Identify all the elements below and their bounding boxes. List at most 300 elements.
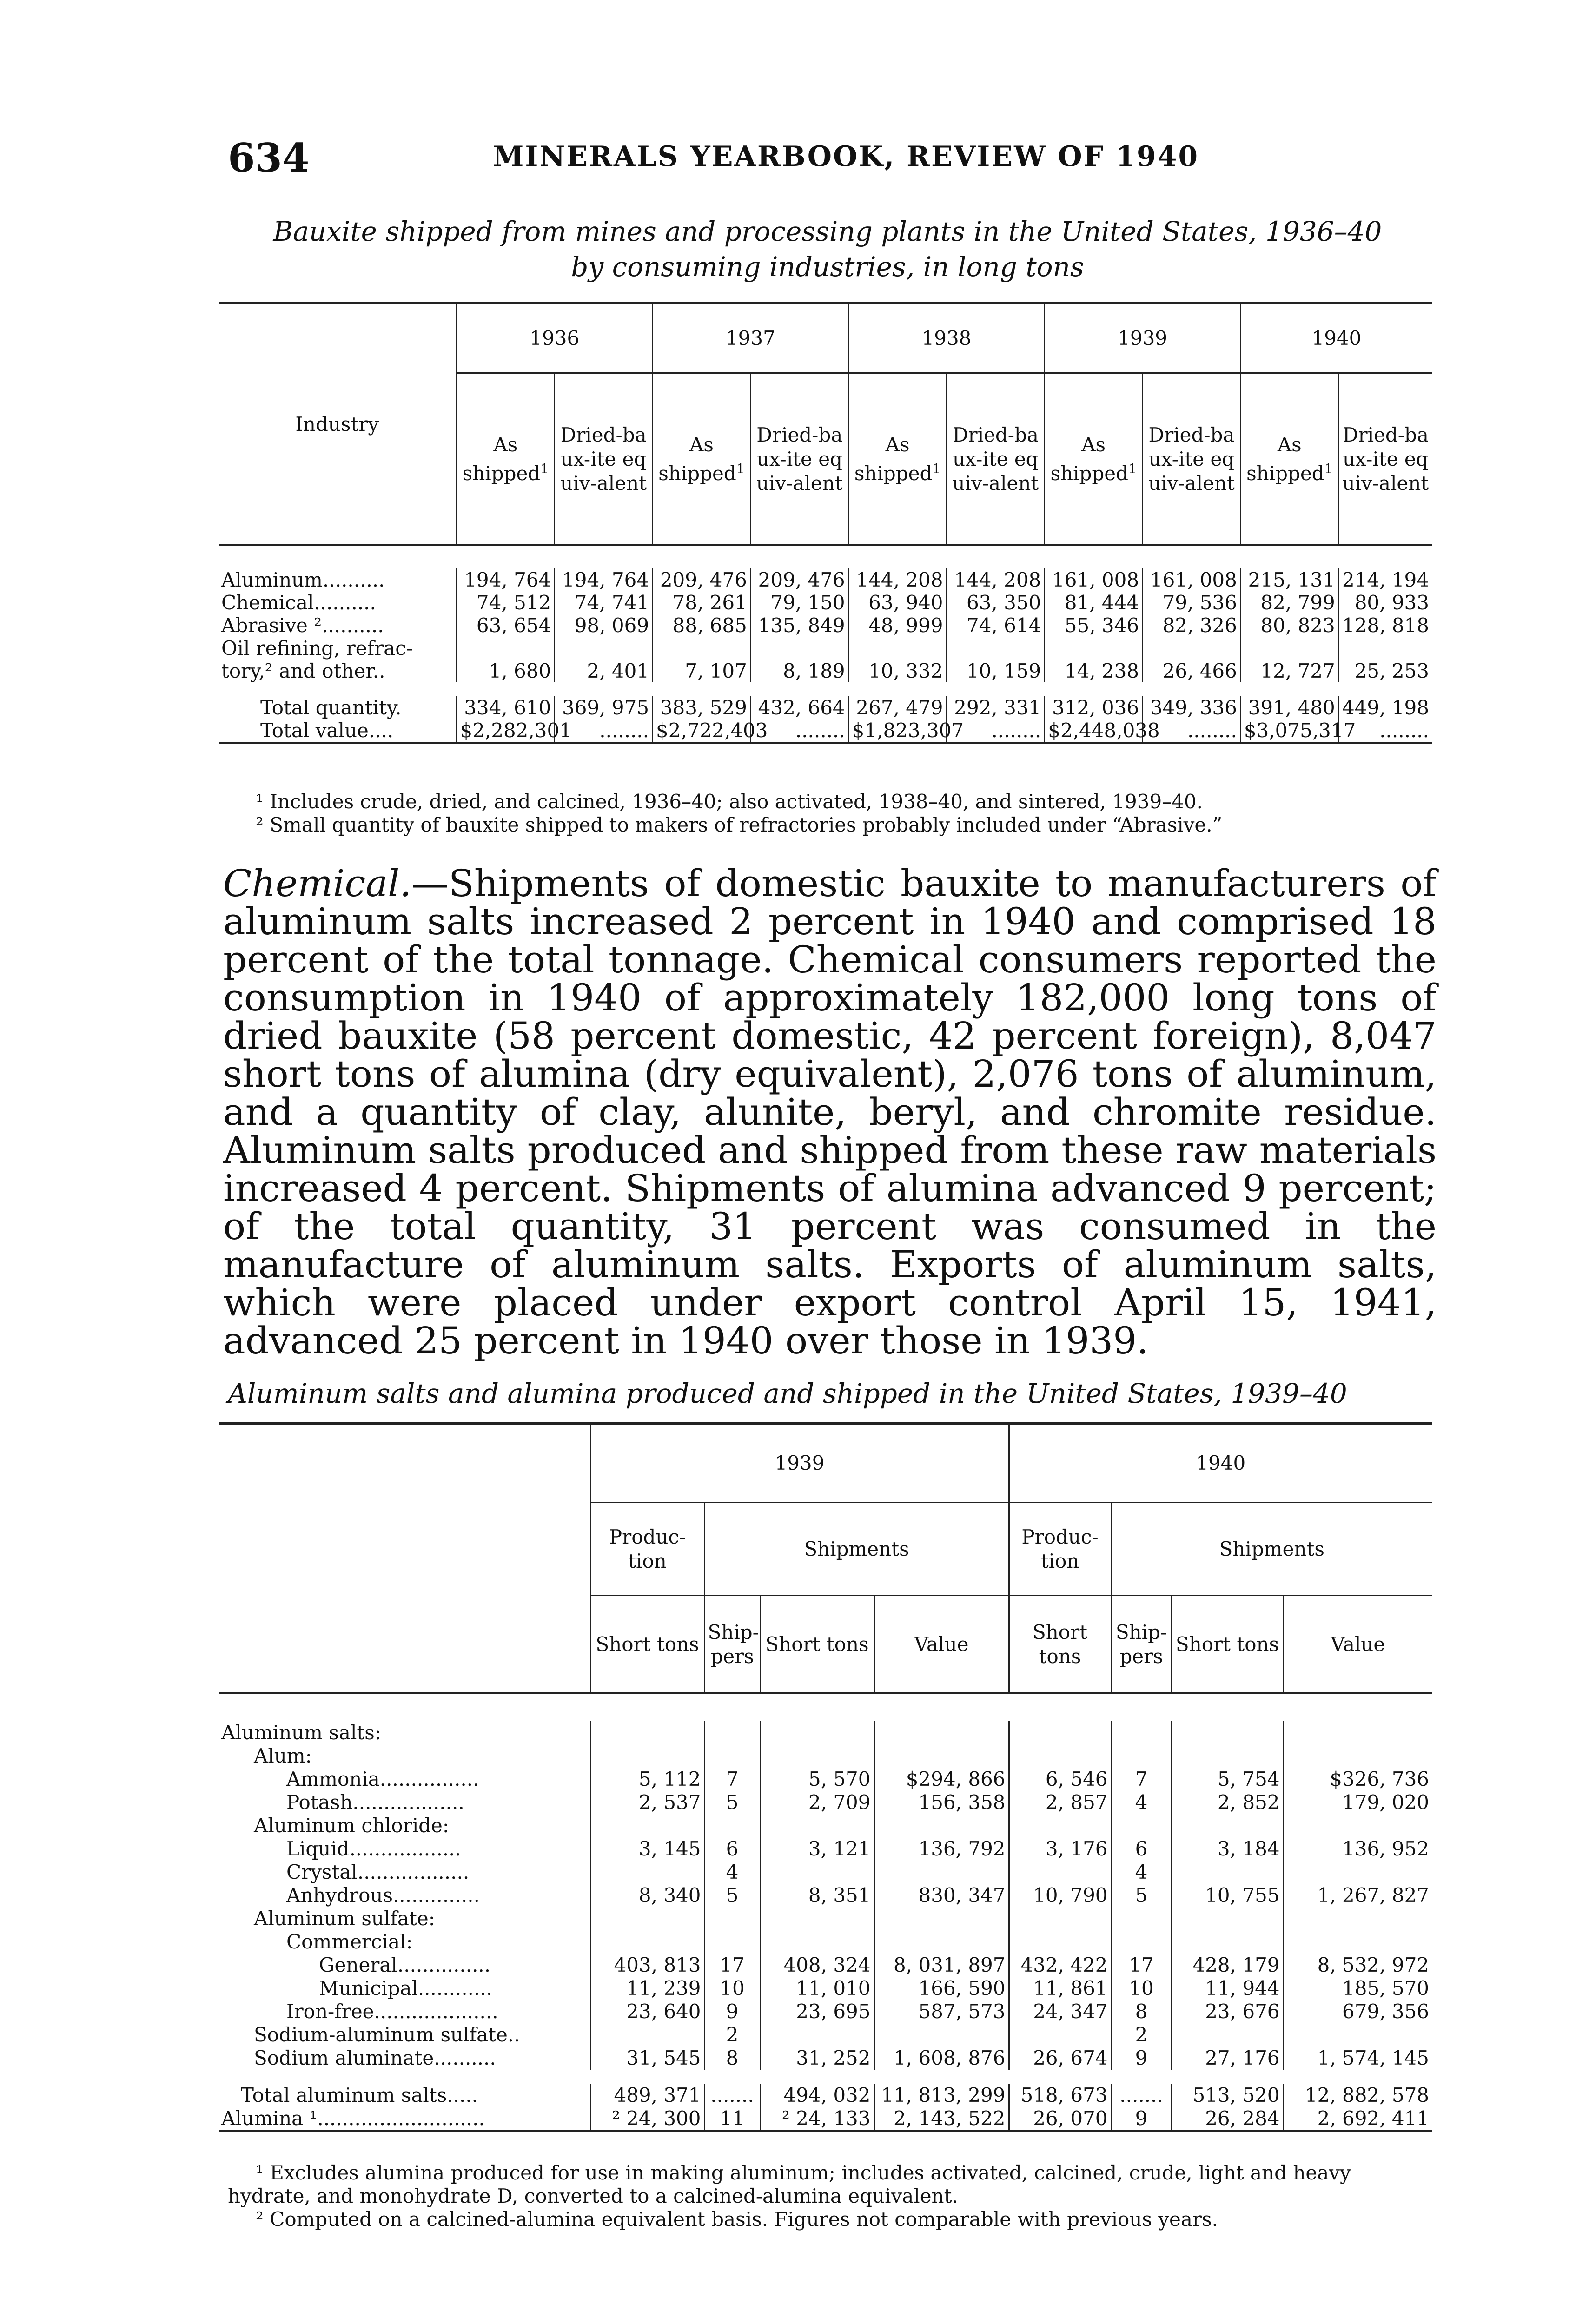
table-cell: 6, 546 — [1009, 1768, 1111, 1791]
table-cell: 1, 680 — [457, 660, 555, 682]
table-cell — [1111, 1744, 1172, 1768]
row-label — [219, 2023, 590, 2047]
chemical-paragraph — [223, 862, 1437, 1362]
table1-caption-line2: by consuming industries, in long tons — [571, 251, 1084, 283]
table-row — [219, 2107, 1432, 2131]
shipments-header: Shipments — [704, 1503, 1009, 1596]
table-row — [219, 2047, 1432, 2070]
table-cell: 403, 813 — [590, 1954, 704, 1977]
table-cell: $2,448,038 — [1045, 719, 1143, 743]
table-cell: $294, 866 — [874, 1768, 1009, 1791]
table-cell: 2 — [1111, 2023, 1172, 2047]
row-label — [219, 1814, 590, 1837]
table-cell: 194, 764 — [457, 568, 555, 591]
shippers-header: Ship-pers — [1111, 1596, 1172, 1693]
table-cell: 156, 358 — [874, 1791, 1009, 1814]
page-number: 634 — [228, 135, 310, 181]
table-cell — [848, 637, 947, 660]
table-cell — [1172, 1814, 1283, 1837]
table-row — [219, 1744, 1432, 1768]
table-row — [219, 2000, 1432, 2023]
table-cell: 144, 208 — [947, 568, 1045, 591]
table-cell: 11, 944 — [1172, 1977, 1283, 2000]
table-cell — [1111, 1721, 1172, 1744]
table-cell: 2, 692, 411 — [1283, 2107, 1432, 2131]
spacer-row — [219, 743, 1432, 752]
year-header: 1940 — [1240, 304, 1432, 373]
dried-equivalent-header: Dried-baux-ite equiv-alent — [947, 373, 1045, 545]
row-label-text: Sodium aluminate — [254, 2047, 434, 2069]
leader-dots: .................... — [374, 2000, 498, 2023]
table-cell: 63, 350 — [947, 591, 1045, 614]
table2-footnote-1: ¹ Excludes alumina produced for use in making aluminum; includes activated, calcined, crude, light and heavy hydrate, and monohydrate D, converted to a calcined-alumina equivalent. — [228, 2161, 1351, 2207]
table-cell: 432, 422 — [1009, 1954, 1111, 1977]
row-label-text: Total aluminum salts — [241, 2084, 447, 2106]
table-cell — [704, 1930, 760, 1954]
table-row — [219, 696, 1432, 719]
table-cell: 6 — [704, 1837, 760, 1861]
table-cell: 4 — [1111, 1861, 1172, 1884]
table-cell: $3,075,317 — [1240, 719, 1338, 743]
table-cell: 9 — [1111, 2107, 1172, 2131]
table-cell: 2, 401 — [555, 660, 653, 682]
table-cell: 10, 755 — [1172, 1884, 1283, 1907]
table-cell: 23, 695 — [760, 2000, 874, 2023]
table-cell — [555, 637, 653, 660]
row-label — [219, 1837, 590, 1861]
year-header: 1938 — [848, 304, 1045, 373]
row-label-text: Aluminum salts: — [221, 1721, 381, 1744]
table-cell: 26, 284 — [1172, 2107, 1283, 2131]
footnote-marker: 1 — [1324, 461, 1333, 476]
table-cell — [1283, 1744, 1432, 1768]
leader-dots: ............ — [417, 1977, 493, 2000]
table-cell — [1283, 2023, 1432, 2047]
table-cell: 55, 346 — [1045, 614, 1143, 637]
table-cell: 2, 852 — [1172, 1791, 1283, 1814]
short-tons-header: Short tons — [590, 1596, 704, 1693]
page-header — [228, 135, 1437, 186]
as-shipped-header — [848, 373, 947, 545]
table-cell: 8, 340 — [590, 1884, 704, 1907]
row-label-text: Chemical — [221, 591, 314, 614]
row-label-text: Commercial: — [286, 1930, 413, 1953]
table-cell — [704, 1814, 760, 1837]
table-cell: 80, 823 — [1240, 614, 1338, 637]
table-cell: 17 — [1111, 1954, 1172, 1977]
table-row — [219, 637, 1432, 660]
table-cell: 8, 351 — [760, 1884, 874, 1907]
table-cell: 3, 121 — [760, 1837, 874, 1861]
footnote-marker: 1 — [932, 461, 941, 476]
table-row — [219, 1768, 1432, 1791]
table-cell: 5, 570 — [760, 1768, 874, 1791]
table-cell — [760, 2023, 874, 2047]
table-cell: 5 — [704, 1791, 760, 1814]
table-cell: 2, 537 — [590, 1791, 704, 1814]
table-cell: 7 — [1111, 1768, 1172, 1791]
row-label — [219, 1721, 590, 1744]
table-cell — [1009, 1814, 1111, 1837]
row-label — [219, 2047, 590, 2070]
table-cell: 25, 253 — [1338, 660, 1432, 682]
table-cell: 8, 532, 972 — [1283, 1954, 1432, 1977]
table-cell: 88, 685 — [653, 614, 751, 637]
table-cell — [704, 1744, 760, 1768]
table-row — [219, 1814, 1432, 1837]
row-label-text: Iron-free — [286, 2000, 374, 2023]
table-cell — [874, 1721, 1009, 1744]
table-cell — [590, 1744, 704, 1768]
table-cell — [874, 1861, 1009, 1884]
spacer-row — [219, 1693, 1432, 1721]
table-cell: 144, 208 — [848, 568, 947, 591]
table-cell — [1283, 1814, 1432, 1837]
leader-dots: .. — [372, 659, 385, 682]
table-row — [219, 1861, 1432, 1884]
table-cell: 3, 176 — [1009, 1837, 1111, 1861]
table-cell: 830, 347 — [874, 1884, 1009, 1907]
table-cell — [590, 1814, 704, 1837]
table-cell: 513, 520 — [1172, 2084, 1283, 2107]
row-label-text: Aluminum — [221, 568, 323, 591]
leader-dots: ..... — [447, 2084, 478, 2106]
table-cell — [1172, 1861, 1283, 1884]
table-cell: 79, 536 — [1143, 591, 1241, 614]
leader-dots: .............. — [393, 1884, 480, 1907]
table-cell — [1009, 1744, 1111, 1768]
table-row — [219, 1884, 1432, 1907]
table-cell: 194, 764 — [555, 568, 653, 591]
table-cell — [1111, 1930, 1172, 1954]
row-label-text: Total quantity — [260, 696, 396, 719]
as-shipped-header — [653, 373, 751, 545]
table-cell — [1283, 1930, 1432, 1954]
table-row — [219, 2023, 1432, 2047]
table-cell: 3, 184 — [1172, 1837, 1283, 1861]
table-cell: 214, 194 — [1338, 568, 1432, 591]
table-cell: 10, 159 — [947, 660, 1045, 682]
table2-caption: Aluminum salts and alumina produced and shipped in the United States, 1939–40 — [228, 1378, 1347, 1409]
table-cell: 135, 849 — [750, 614, 848, 637]
table-row — [219, 719, 1432, 743]
table-cell: ........ — [750, 719, 848, 743]
as-shipped-label: As shipped — [1050, 433, 1129, 485]
as-shipped-label: As shipped — [1246, 433, 1324, 485]
industry-header: Industry — [219, 304, 457, 545]
table-row — [219, 660, 1432, 682]
table-cell: 23, 676 — [1172, 2000, 1283, 2023]
table-cell: 82, 326 — [1143, 614, 1241, 637]
spacer-row — [219, 682, 1432, 696]
leader-dots: .......... — [434, 2047, 496, 2069]
table-cell: 48, 999 — [848, 614, 947, 637]
table-cell — [874, 1744, 1009, 1768]
table-cell — [1111, 1907, 1172, 1930]
table-cell: 1, 608, 876 — [874, 2047, 1009, 2070]
as-shipped-label: As shipped — [462, 433, 541, 485]
table-cell — [874, 2023, 1009, 2047]
table-cell: 5, 112 — [590, 1768, 704, 1791]
table-cell — [1009, 2023, 1111, 2047]
as-shipped-header — [1240, 373, 1338, 545]
dried-equivalent-header: Dried-baux-ite equiv-alent — [1338, 373, 1432, 545]
short-tons-header: Short tons — [1172, 1596, 1283, 1693]
table-cell: 98, 069 — [555, 614, 653, 637]
table-cell — [653, 637, 751, 660]
table-cell — [590, 1930, 704, 1954]
table-cell: 428, 179 — [1172, 1954, 1283, 1977]
row-label — [219, 1791, 590, 1814]
table-cell: 349, 336 — [1143, 696, 1241, 719]
table-cell — [1240, 637, 1338, 660]
as-shipped-header — [457, 373, 555, 545]
year-header: 1939 — [1045, 304, 1241, 373]
table-row — [219, 1837, 1432, 1861]
as-shipped-label: As shipped — [658, 433, 736, 485]
row-label-text: Alum: — [254, 1744, 312, 1767]
table-cell: 408, 324 — [760, 1954, 874, 1977]
table-cell: ² 24, 133 — [760, 2107, 874, 2131]
table-cell — [590, 1907, 704, 1930]
row-label — [219, 2084, 590, 2107]
table-cell: 8, 189 — [750, 660, 848, 682]
table-cell: $2,282,301 — [457, 719, 555, 743]
table-cell: 449, 198 — [1338, 696, 1432, 719]
table1-footnote-1: ¹ Includes crude, dried, and calcined, 1936–40; also activated, 1938–40, and sintered, 1939–40. — [256, 790, 1203, 813]
short-tons-header: Short tons — [760, 1596, 874, 1693]
row-label — [219, 1744, 590, 1768]
row-label — [219, 2000, 590, 2023]
table-row — [219, 1930, 1432, 1954]
leader-dots: ................ — [379, 1768, 479, 1790]
table-cell: 9 — [1111, 2047, 1172, 2070]
table-cell: 166, 590 — [874, 1977, 1009, 2000]
year-header: 1939 — [590, 1424, 1009, 1503]
table1-caption — [219, 214, 1437, 284]
table-cell: ........ — [1143, 719, 1241, 743]
table-cell: 26, 466 — [1143, 660, 1241, 682]
table-cell: 587, 573 — [874, 2000, 1009, 2023]
table-cell: 8, 031, 897 — [874, 1954, 1009, 1977]
table-cell: 3, 145 — [590, 1837, 704, 1861]
table-cell: 5, 754 — [1172, 1768, 1283, 1791]
stub-header — [219, 1424, 590, 1693]
table-cell: ....... — [1111, 2084, 1172, 2107]
row-label-text: Ammonia — [286, 1768, 380, 1790]
row-label — [219, 1977, 590, 2000]
row-label — [219, 1884, 590, 1907]
table-cell — [1009, 1930, 1111, 1954]
table-cell — [1172, 1744, 1283, 1768]
table-cell: 161, 008 — [1045, 568, 1143, 591]
table-cell: 74, 512 — [457, 591, 555, 614]
table-cell: 10 — [1111, 1977, 1172, 2000]
table-cell: 518, 673 — [1009, 2084, 1111, 2107]
table-cell: ........ — [555, 719, 653, 743]
table-cell — [1045, 637, 1143, 660]
table-cell — [760, 1814, 874, 1837]
table-cell: $326, 736 — [1283, 1768, 1432, 1791]
row-label — [219, 1861, 590, 1884]
as-shipped-header — [1045, 373, 1143, 545]
table-cell — [760, 1907, 874, 1930]
year-header: 1940 — [1009, 1424, 1432, 1503]
table-cell: 11, 239 — [590, 1977, 704, 2000]
table-cell: 11, 010 — [760, 1977, 874, 2000]
table-cell — [590, 1861, 704, 1884]
leader-dots: .... — [368, 719, 394, 742]
short-tons-header: Short tons — [1009, 1596, 1111, 1693]
table-cell — [1338, 637, 1432, 660]
paragraph-lead: Chemical. — [223, 862, 412, 905]
table-cell — [750, 637, 848, 660]
table-cell: 185, 570 — [1283, 1977, 1432, 2000]
table-cell: 10, 790 — [1009, 1884, 1111, 1907]
table-cell: 1, 267, 827 — [1283, 1884, 1432, 1907]
table-cell: ........ — [1338, 719, 1432, 743]
row-label-text: Oil refining, refrac- — [221, 636, 413, 660]
row-label — [219, 614, 457, 637]
table-cell: 9 — [704, 2000, 760, 2023]
row-label-text: General — [319, 1954, 397, 1976]
table-cell: 2 — [704, 2023, 760, 2047]
table-cell: 2, 709 — [760, 1791, 874, 1814]
table-cell: 494, 032 — [760, 2084, 874, 2107]
table-cell: 5 — [1111, 1884, 1172, 1907]
leader-dots: .......... — [323, 568, 385, 591]
dried-equivalent-header: Dried-baux-ite equiv-alent — [555, 373, 653, 545]
table-cell: 7, 107 — [653, 660, 751, 682]
row-label — [219, 1930, 590, 1954]
row-label-text: Crystal — [286, 1861, 358, 1883]
row-label-text: Liquid — [286, 1837, 350, 1860]
table-cell — [704, 1907, 760, 1930]
footnote-marker: 1 — [736, 461, 745, 476]
table-cell — [874, 1930, 1009, 1954]
table-cell — [1283, 1907, 1432, 1930]
table-cell: 5 — [704, 1884, 760, 1907]
spacer-row — [219, 545, 1432, 568]
table-cell: 2, 857 — [1009, 1791, 1111, 1814]
table-cell — [1111, 1814, 1172, 1837]
table-cell: $2,722,403 — [653, 719, 751, 743]
table-cell — [590, 1721, 704, 1744]
table-cell: 267, 479 — [848, 696, 947, 719]
table-cell: 292, 331 — [947, 696, 1045, 719]
table-cell — [874, 1907, 1009, 1930]
table-cell: 1, 574, 145 — [1283, 2047, 1432, 2070]
row-label — [219, 2107, 590, 2131]
table-cell: ........ — [947, 719, 1045, 743]
table-cell: 679, 356 — [1283, 2000, 1432, 2023]
value-header: Value — [874, 1596, 1009, 1693]
row-label — [219, 637, 457, 660]
table-cell: 6 — [1111, 1837, 1172, 1861]
row-label — [219, 568, 457, 591]
as-shipped-label: As shipped — [854, 433, 933, 485]
table-cell: 31, 252 — [760, 2047, 874, 2070]
production-header: Produc-tion — [590, 1503, 704, 1596]
table-cell — [457, 637, 555, 660]
table-cell: 128, 818 — [1338, 614, 1432, 637]
shippers-header: Ship-pers — [704, 1596, 760, 1693]
table-cell: ....... — [704, 2084, 760, 2107]
table-cell: 26, 070 — [1009, 2107, 1111, 2131]
table-cell: 383, 529 — [653, 696, 751, 719]
table-cell: 17 — [704, 1954, 760, 1977]
table1-caption-line1: Bauxite shipped from mines and processing plants in the United States, 1936–40 — [273, 216, 1382, 247]
table-cell — [1172, 1721, 1283, 1744]
table-cell: 24, 347 — [1009, 2000, 1111, 2023]
table-cell — [760, 1744, 874, 1768]
table-row — [219, 591, 1432, 614]
table2-footnote-2: ² Computed on a calcined-alumina equivalent basis. Figures not comparable with previous years. — [256, 2208, 1218, 2231]
row-label — [219, 1907, 590, 1930]
table-row — [219, 568, 1432, 591]
table-cell — [1172, 2023, 1283, 2047]
table-cell: 74, 614 — [947, 614, 1045, 637]
table-cell: 27, 176 — [1172, 2047, 1283, 2070]
leader-dots: ........................... — [317, 2106, 485, 2130]
row-label — [219, 696, 457, 719]
table-cell: 334, 610 — [457, 696, 555, 719]
table-cell: 11, 861 — [1009, 1977, 1111, 2000]
running-title: MINERALS YEARBOOK, REVIEW OF 1940 — [493, 140, 1199, 173]
row-label-text: Municipal — [319, 1977, 418, 2000]
dried-equivalent-header: Dried-baux-ite equiv-alent — [1143, 373, 1241, 545]
table-cell — [1009, 1907, 1111, 1930]
table-cell — [1172, 1907, 1283, 1930]
row-label — [219, 591, 457, 614]
table-row — [219, 1977, 1432, 2000]
table-cell — [760, 1721, 874, 1744]
row-label-text: Abrasive ² — [221, 614, 322, 637]
table-cell: 79, 150 — [750, 591, 848, 614]
table-cell: 161, 008 — [1143, 568, 1241, 591]
bauxite-table — [219, 302, 1432, 752]
table-cell: 31, 545 — [590, 2047, 704, 2070]
value-header: Value — [1283, 1596, 1432, 1693]
table-cell — [760, 1861, 874, 1884]
table-cell: 209, 476 — [653, 568, 751, 591]
leader-dots: .......... — [322, 614, 384, 637]
table-cell — [760, 1930, 874, 1954]
row-label — [219, 1768, 590, 1791]
table-cell: 78, 261 — [653, 591, 751, 614]
table-cell: 10 — [704, 1977, 760, 2000]
table-cell: 215, 131 — [1240, 568, 1338, 591]
production-header: Produc-tion — [1009, 1503, 1111, 1596]
table-cell: 63, 940 — [848, 591, 947, 614]
table-cell: 432, 664 — [750, 696, 848, 719]
table-row — [219, 1721, 1432, 1744]
table-cell: 136, 792 — [874, 1837, 1009, 1861]
table-cell: $1,823,307 — [848, 719, 947, 743]
shipments-header: Shipments — [1111, 1503, 1432, 1596]
table-cell: 2, 143, 522 — [874, 2107, 1009, 2131]
aluminum-salts-table — [219, 1422, 1432, 2132]
table-cell: 12, 882, 578 — [1283, 2084, 1432, 2107]
table-cell — [1009, 1721, 1111, 1744]
table-cell: 7 — [704, 1768, 760, 1791]
table-cell — [1283, 1721, 1432, 1744]
table-row — [219, 1954, 1432, 1977]
footnote-marker: 1 — [1128, 461, 1137, 476]
table-cell: 26, 674 — [1009, 2047, 1111, 2070]
table-cell: 80, 933 — [1338, 591, 1432, 614]
table-cell: 14, 238 — [1045, 660, 1143, 682]
